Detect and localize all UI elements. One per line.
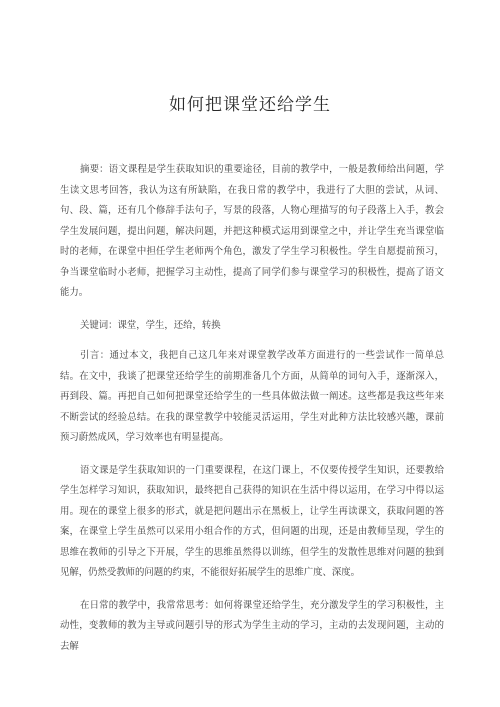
document-title: 如何把课堂还给学生 [169,95,331,115]
introduction-paragraph: 引言：通过本文，我把自己这几年来对课堂教学改革方面进行的一些尝试作一简单总结。在文中，我谈了把课堂还给学生的前期准备几个方面，从简单的词句入手，逐渐深入，再到段、篇。再把自己如何把课堂还给学生的一些具体做法做一阐述。这些都是我这些年来不断尝试的经验总结。在我的课堂教学中较能灵活运用，学生对此种方法比较感兴趣，课前预习蔚然成风，学习效率也有明显提高。 [60,350,444,443]
body-paragraph-2: 在日常的教学中，我常常思考：如何将课堂还给学生，充分激发学生的学习积极性，主动性，变教师的教为主导或问题引导的形式为学生主动的学习，主动的去发现问题，主动的去解 [60,599,444,652]
keywords-paragraph: 关键词：课堂，学生，还给，转换 [80,319,221,331]
body-paragraph-1: 语文课是学生获取知识的一门重要课程，在这门课上，不仅要传授学生知识，还要教给学生怎样学习知识，获取知识，最终把自己获得的知识在生活中得以运用，在学习中得以运用。现在的课堂上很多的形式，就是把问题出示在黑板上，让学生再读课文，获取问题的答案，在课堂上学生虽然可以采用小组合作的方式，但问题的出现，还是由教师呈现，学生的思维在教师的引导之下开展，学生的思维虽然得以训练，但学生的发散性思维对问题的独到见解，仍然受教师的问题的约束，不能很好拓展学生的思维广度、深度。 [60,464,444,578]
document-body [60,160,444,669]
abstract-paragraph: 摘要：语文课程是学生获取知识的重要途径，目前的教学中，一般是教师给出问题，学生读文思考回答，我认为这有所缺陷，在我日常的教学中，我进行了大胆的尝试，从词、句、段、篇，还有几个修辞手法句子，写景的段落，人物心理描写的句子段落上入手，教会学生发展问题，提出问题，解决问题，并把这种模式运用到课堂之中，并让学生充当课堂临时的老师，在课堂中担任学生老师两个角色，激发了学生学习积极性。学生自愿提前预习，争当课堂临时小老师，把握学习主动性，提高了同学们参与课堂学习的积极性，提高了语文能力。 [60,164,444,298]
